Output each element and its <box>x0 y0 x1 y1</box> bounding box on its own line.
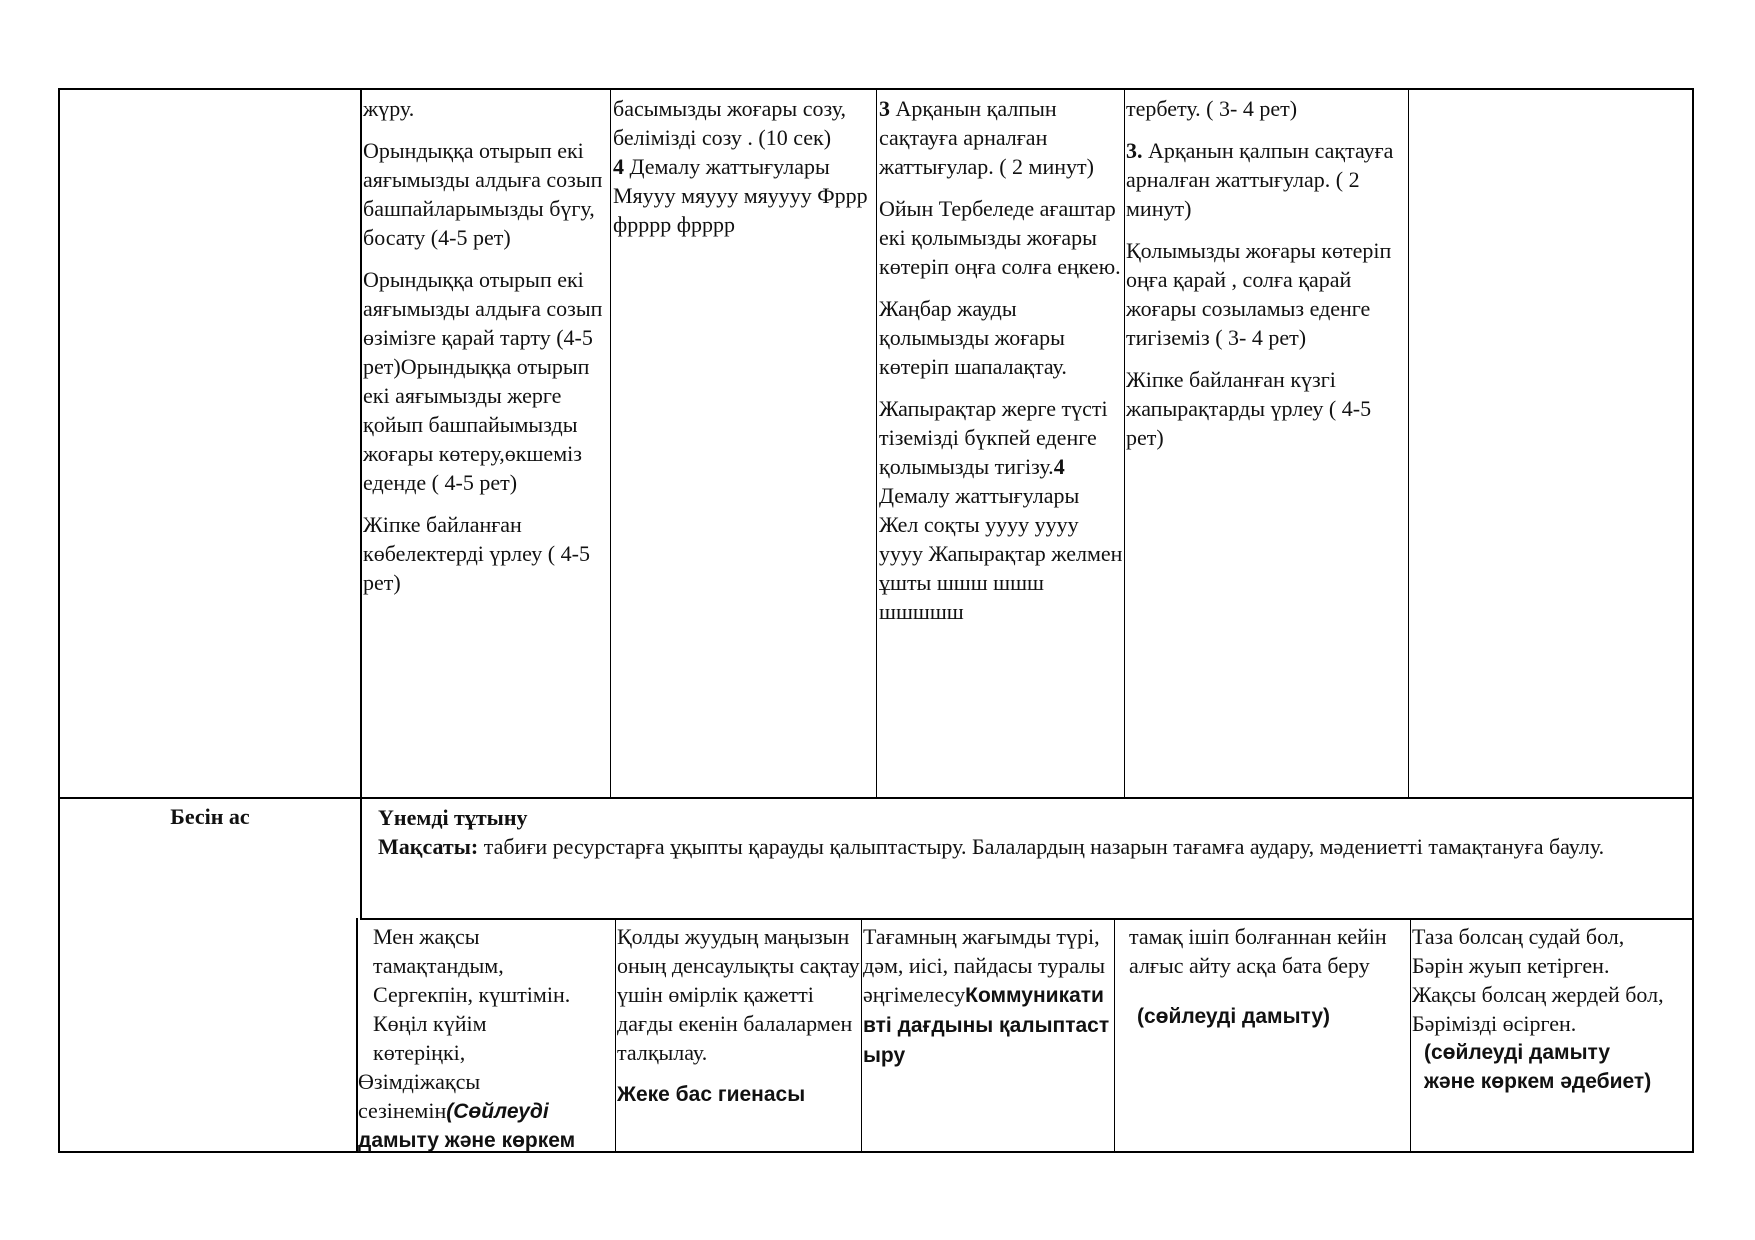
table-border-bottom <box>58 1151 1694 1153</box>
text: дамыту және көркем <box>358 1129 576 1152</box>
text: Орындыққа отырып екі аяғымызды алдыға созып өзімізге қарай тарту (4-5 рет)Орындыққа отырып екі аяғымызды жерге қойып башпайымызды жоғары көтеру,өкшеміз еденде ( 4-5 рет) <box>363 267 603 495</box>
lunch-cell-col1 <box>358 922 614 1155</box>
text <box>879 394 1123 626</box>
text: және көркем әдебиет) <box>1424 1070 1652 1093</box>
text: тамақтандым, <box>373 953 504 978</box>
text: жүру. <box>363 96 415 121</box>
lunch-title: Үнемді тұтыну <box>378 805 528 830</box>
goal-text: табиғи ресурстарға ұқыпты қарауды қалыптастыру. Балалардың назарын тағамға аудару, мәдениетті тамақтануға баулу. <box>478 834 1605 859</box>
col-divider <box>1114 918 1115 1153</box>
text: Арқанын қалпын сақтауға арналған жаттығулар. ( 2 минут) <box>1126 138 1394 221</box>
text <box>358 1096 614 1126</box>
text: Бәрін жуып кетірген. <box>1412 953 1610 978</box>
col-divider <box>1410 918 1411 1153</box>
text: басымызды жоғары созу, белімізді созу . (10 сек) <box>613 96 846 150</box>
text: көтеріңкі, <box>373 1040 466 1065</box>
table-border-left <box>58 88 60 1153</box>
text: Жіпке байланған көбелектерді үрлеу ( 4-5 рет) <box>363 512 590 595</box>
col-divider <box>1408 88 1409 798</box>
text: Көңіл күйім <box>373 1011 487 1036</box>
text: Бәрімізді өсірген. <box>1412 1011 1577 1036</box>
table-border-right <box>1692 88 1694 1153</box>
text: сезінемін <box>358 1098 447 1123</box>
text: Жіпке байланған күзгі жапырақтарды үрлеу ( 4-5 рет) <box>1126 367 1372 450</box>
col-divider <box>1124 88 1125 798</box>
step-number: 4 <box>1053 454 1065 479</box>
step-number: 3 <box>879 96 890 121</box>
lunch-goal <box>378 832 1678 861</box>
text: Таза болсаң судай бол, <box>1412 924 1625 949</box>
text: тамақ ішіп болғаннан кейін алғыс айту асқа бата беру <box>1129 924 1387 978</box>
col-divider <box>360 88 362 920</box>
text: Жапырақтар жерге түсті тіземізді бүкпей еденге қолымызды тигізу. <box>879 396 1108 479</box>
text: Орындыққа отырып екі аяғымызды алдыға созып башпайларымызды бүгу, босату (4-5 рет) <box>363 138 603 250</box>
row-label-lunch: Бесін ас <box>170 804 250 829</box>
text: Жаңбар жауды қолымызды жоғары көтеріп шапалақтау. <box>879 296 1067 379</box>
text: Арқанын қалпын сақтауға арналған жаттығулар. ( 2 минут) <box>879 96 1094 179</box>
col-divider <box>861 918 862 1153</box>
text: Мен жақсы <box>373 924 480 949</box>
text <box>879 94 1123 181</box>
text: (сөйлеуді дамыту <box>1424 1041 1610 1064</box>
text: Демалу жаттығулары Жел соқты уууу уууу уууу Жапырақтар желмен ұшты шшш шшш шшшшш <box>879 483 1123 624</box>
text <box>1126 136 1408 223</box>
text: Жақсы болсаң жердей бол, <box>1412 982 1664 1007</box>
step-number: 3. <box>1126 138 1143 163</box>
text: Ойын Тербеледе ағаштар екі қолымызды жоғары көтеріп оңға солға еңкею. <box>879 196 1121 279</box>
text: Жеке бас гиенасы <box>617 1083 806 1106</box>
text: Өзімдіжақсы <box>358 1069 481 1094</box>
text: Тағамның жағымды түрі, дәм, иісі, пайдасы туралы әңгімелесу <box>863 924 1105 1007</box>
row-divider <box>58 797 1694 799</box>
text: Сергекпін, күштімін. <box>373 982 571 1007</box>
col-divider <box>610 88 611 798</box>
exercise-cell-col5 <box>1126 94 1408 465</box>
text: Қолымызды жоғары көтеріп оңға қарай , солға қарай жоғары созыламыз еденге тигіземіз ( 3- 4 рет) <box>1126 238 1392 350</box>
exercise-cell-col2 <box>363 94 610 610</box>
lunch-cell-col4 <box>1129 922 1407 1031</box>
text: тербету. ( 3- 4 рет) <box>1126 96 1298 121</box>
text: Демалу жаттығулары Мяууу мяууу мяуууу Фррр фрррр фрррр <box>613 154 868 237</box>
lunch-header <box>378 803 1678 861</box>
exercise-cell-col3 <box>613 94 875 239</box>
text: (Сөйлеуді <box>446 1100 549 1123</box>
lunch-cell-col5 <box>1412 922 1690 1096</box>
step-number: 4 <box>613 154 624 179</box>
col-divider <box>615 918 616 1153</box>
row-divider <box>360 918 1694 920</box>
text: Коммуникативті дағдыны қалыптастыру <box>863 984 1110 1067</box>
text: Қолды жуудың маңызын оның денсаулықты сақтау үшін өмірлік қажетті дағды екенін балалармен талқылау. <box>617 924 860 1065</box>
text: (сөйлеуді дамыту) <box>1137 1005 1330 1028</box>
exercise-cell-col4 <box>879 94 1123 639</box>
goal-label: Мақсаты: <box>378 834 479 859</box>
text <box>613 152 875 239</box>
lunch-cell-col3 <box>863 922 1113 1070</box>
col-divider <box>876 88 877 798</box>
lunch-cell-col2 <box>617 922 860 1109</box>
